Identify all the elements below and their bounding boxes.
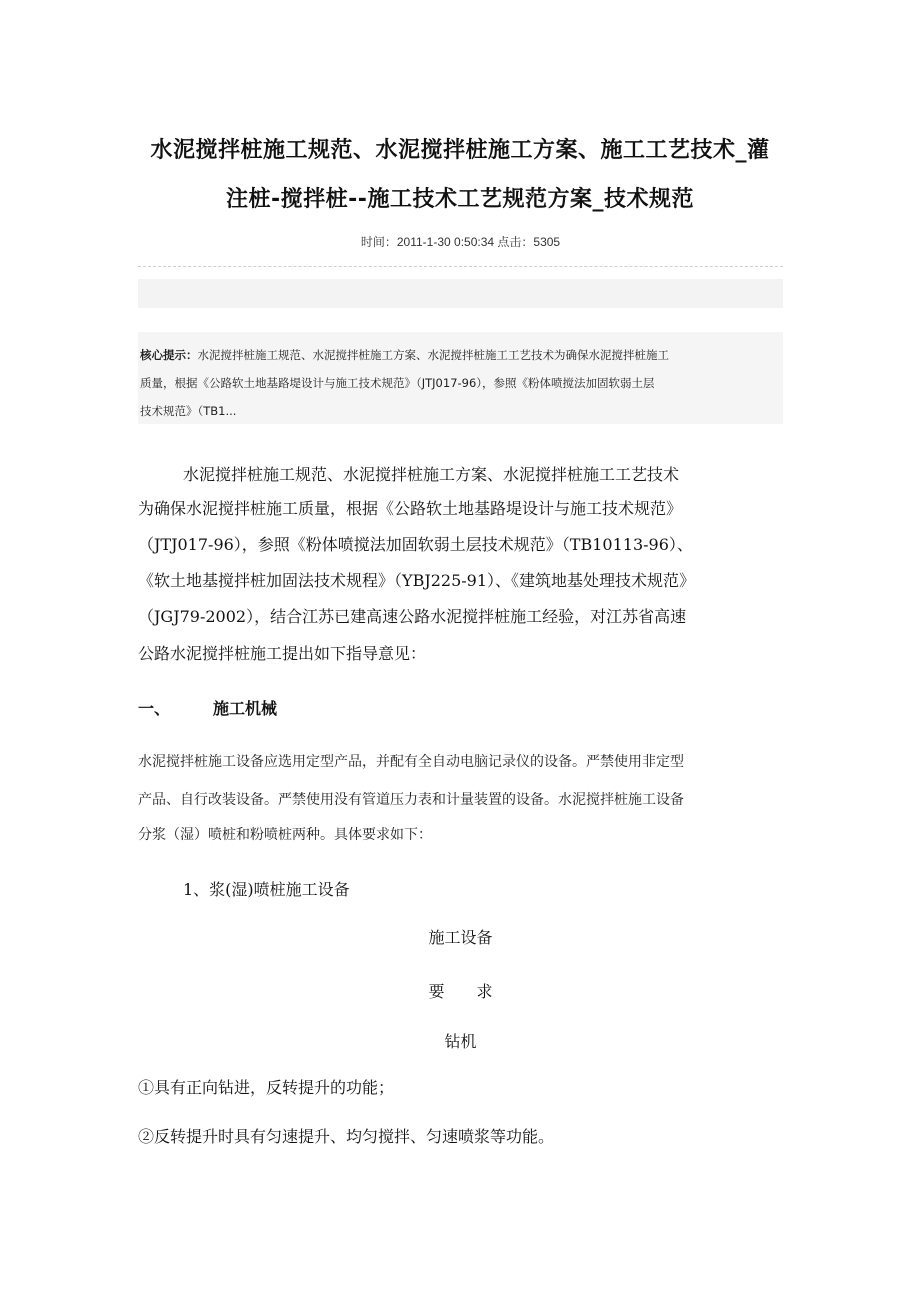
equipment-name: 钻机: [444, 1032, 477, 1051]
section-para-line-2: 产品、自行改装设备。严禁使用没有管道压力表和计量装置的设备。水泥搅拌桩施工设备: [138, 792, 684, 808]
dashed-divider: [138, 266, 783, 267]
gray-bar: [138, 279, 783, 308]
requirement-1: ①具有正向钻进，反转提升的功能；: [138, 1078, 395, 1097]
article-title-line-1: 水泥搅拌桩施工规范、水泥搅拌桩施工方案、施工工艺技术_灌: [150, 138, 770, 163]
article-title-line-2: 注桩-搅拌桩--施工技术工艺规范方案_技术规范: [226, 187, 694, 212]
requirement-2: ②反转提升时具有匀速提升、均匀搅拌、匀速喷浆等功能。: [138, 1127, 555, 1146]
summary-line-1: [140, 347, 669, 363]
body-line-4: 《软土地基搅拌桩加固法技术规程》（YBJ225-91）、《建筑地基处理技术规范》: [138, 571, 696, 590]
section-number: 一、: [138, 699, 171, 718]
body-line-2: 为确保水泥搅拌桩施工质量，根据《公路软土地基路堤设计与施工技术规范》: [138, 499, 683, 518]
summary-label: 核心提示：: [140, 348, 198, 362]
summary-line-3: 技术规范》（TB1...: [140, 404, 237, 418]
body-line-1: 水泥搅拌桩施工规范、水泥搅拌桩施工方案、水泥搅拌桩施工工艺技术: [183, 465, 680, 484]
section-title: 施工机械: [213, 699, 278, 718]
summary-line-2: 质量，根据《公路软土地基路堤设计与施工技术规范》（JTJ017-96），参照《粉体喷搅法加固软弱土层: [140, 376, 655, 390]
body-line-5: （JGJ79-2002），结合江苏已建高速公路水泥搅拌桩施工经验，对江苏省高速: [138, 607, 687, 626]
section-para-line-1: 水泥搅拌桩施工设备应选用定型产品，并配有全自动电脑记录仪的设备。严禁使用非定型: [138, 754, 684, 770]
section-para-line-3: 分浆（湿）喷桩和粉喷桩两种。具体要求如下：: [138, 827, 432, 843]
summary-box: [138, 332, 783, 424]
summary-text-1: 水泥搅拌桩施工规范、水泥搅拌桩施工方案、水泥搅拌桩施工工艺技术为确保水泥搅拌桩施工: [197, 348, 669, 362]
table-header-equipment: 施工设备: [428, 928, 493, 947]
subsection-title: 1、浆(湿)喷桩施工设备: [183, 880, 350, 899]
article-meta: 时间：2011-1-30 0:50:34 点击：5305: [360, 235, 561, 249]
body-line-3: （JTJ017-96），参照《粉体喷搅法加固软弱土层技术规范》（TB10113-96）、: [138, 535, 693, 554]
table-header-requirement: 要 求: [428, 982, 493, 1001]
body-line-6: 公路水泥搅拌桩施工提出如下指导意见：: [138, 644, 427, 663]
